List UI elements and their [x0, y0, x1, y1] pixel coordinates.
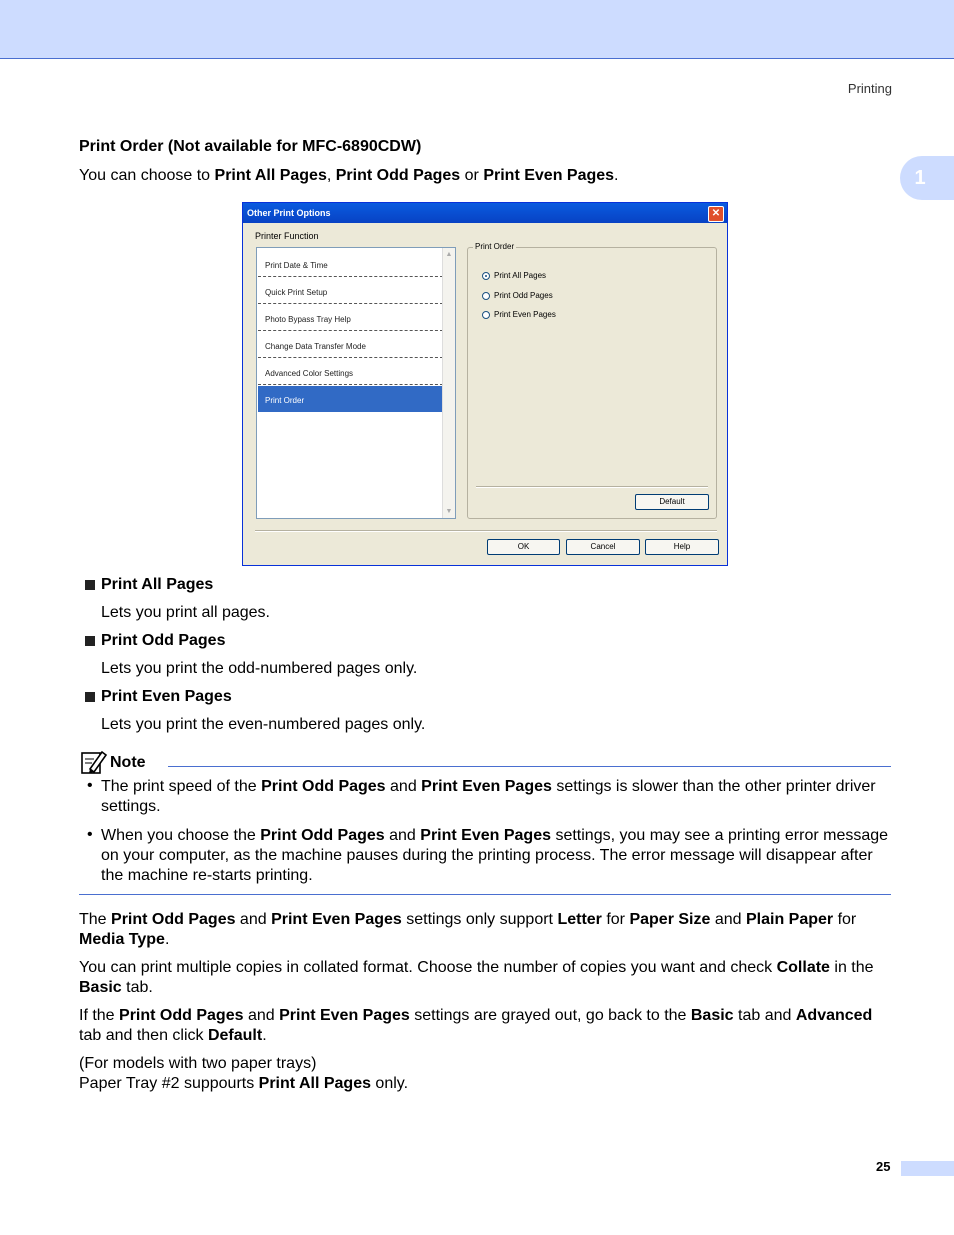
option-desc: Lets you print all pages. — [101, 604, 270, 621]
radio-print-even-pages[interactable]: Print Even Pages — [482, 310, 556, 319]
group-separator — [476, 486, 708, 488]
scroll-up-icon[interactable]: ▲ — [445, 251, 453, 258]
footer-bar — [901, 1161, 954, 1176]
dialog-title: Other Print Options — [247, 208, 331, 218]
note-pencil-icon — [80, 749, 108, 775]
page-heading: Print Order (Not available for MFC-6890CDW) — [79, 138, 422, 155]
bullet-icon — [85, 692, 95, 702]
note-item: The print speed of the Print Odd Pages and Print Even Pages settings is slower than the other printer driver settings. — [101, 778, 876, 815]
option-title: Print All Pages — [101, 576, 214, 593]
radio-icon[interactable] — [482, 292, 490, 300]
note-bullet: • — [87, 777, 93, 794]
radio-selected-icon[interactable] — [482, 272, 490, 280]
note-bullet: • — [87, 826, 93, 843]
paragraph: The Print Odd Pages and Print Even Pages settings only support Letter for Paper Size and Plain Paper for Media Type. — [79, 911, 857, 948]
print-order-group — [467, 242, 717, 519]
page-number: 25 — [876, 1159, 891, 1174]
note-label: Note — [110, 754, 146, 771]
radio-icon[interactable] — [482, 311, 490, 319]
printer-function-label: Printer Function — [255, 231, 319, 241]
list-item-print-date-time[interactable]: Print Date & Time — [258, 251, 443, 277]
paragraph: (For models with two paper trays) Paper Tray #2 suppourts Print All Pages only. — [79, 1055, 409, 1092]
header-band — [0, 0, 954, 59]
list-item-change-data-transfer[interactable]: Change Data Transfer Mode — [258, 332, 443, 358]
other-print-options-dialog — [242, 202, 728, 566]
list-item-advanced-color[interactable]: Advanced Color Settings — [258, 359, 443, 385]
intro-paragraph: You can choose to Print All Pages, Print Odd Pages or Print Even Pages. — [79, 167, 619, 184]
option-title: Print Even Pages — [101, 688, 232, 705]
list-item-print-order[interactable]: Print Order — [258, 386, 443, 412]
dialog-separator — [255, 530, 717, 532]
scroll-down-icon[interactable]: ▼ — [445, 508, 453, 515]
paragraph: If the Print Odd Pages and Print Even Pages settings are grayed out, go back to the Basic tab and Advanced tab and then click Default. — [79, 1007, 873, 1044]
list-item-quick-print-setup[interactable]: Quick Print Setup — [258, 278, 443, 304]
help-button[interactable]: Help — [645, 539, 719, 555]
section-title: Printing — [847, 81, 892, 96]
close-icon[interactable]: ✕ — [708, 206, 724, 222]
cancel-button[interactable]: Cancel — [566, 539, 640, 555]
radio-print-all-pages[interactable]: Print All Pages — [482, 271, 546, 280]
ok-button[interactable]: OK — [487, 539, 560, 555]
list-scrollbar[interactable] — [442, 248, 455, 518]
note-item: When you choose the Print Odd Pages and Print Even Pages settings, you may see a printing error message on your computer, as the machine pauses during the printing process. The error message will disappear after the machine re-starts printing. — [101, 827, 889, 884]
radio-print-odd-pages[interactable]: Print Odd Pages — [482, 291, 553, 300]
chapter-number: 1 — [914, 166, 926, 189]
option-desc: Lets you print the odd-numbered pages only. — [101, 660, 418, 677]
list-item-photo-bypass[interactable]: Photo Bypass Tray Help — [258, 305, 443, 331]
paragraph: You can print multiple copies in collated format. Choose the number of copies you want and check Collate in the Basic tab. — [79, 959, 874, 996]
note-divider — [168, 766, 891, 767]
dialog-titlebar — [243, 203, 727, 223]
default-button[interactable]: Default — [635, 494, 709, 510]
bullet-icon — [85, 636, 95, 646]
option-desc: Lets you print the even-numbered pages only. — [101, 716, 426, 733]
note-bottom-divider — [79, 894, 891, 895]
printer-function-list[interactable] — [256, 247, 456, 519]
chapter-tab — [900, 156, 954, 200]
bullet-icon — [85, 580, 95, 590]
option-title: Print Odd Pages — [101, 632, 226, 649]
print-order-group-title: Print Order — [475, 242, 515, 251]
